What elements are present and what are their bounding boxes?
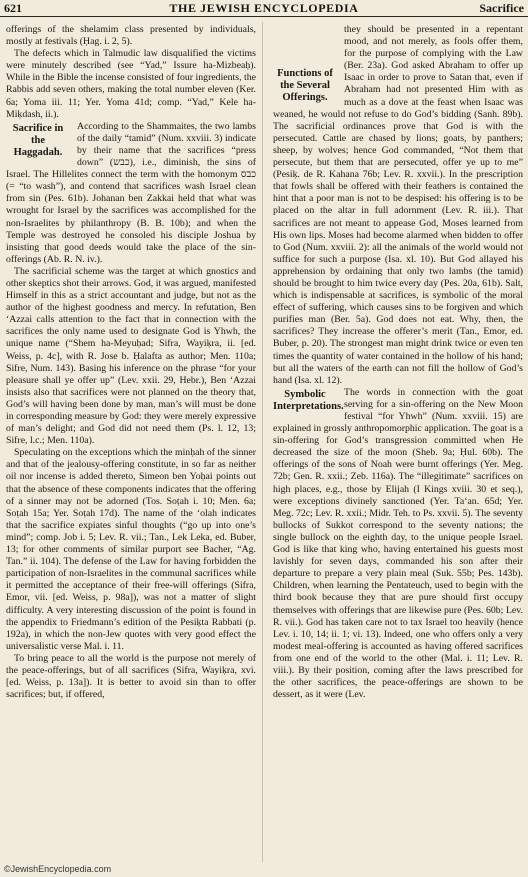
- paragraph: Speculating on the exceptions which the minḥah of the sinner and that of the jealousy-offering constitute, in so far as neither oil nor incense is added thereto, Simeon ben Yoḥai points out that the absence of these components indicates that the offering of a sinner may not be adorned (Tos. Soṭah i. 10; Men. 6a; Soṭah 15a; Yer. Soṭah 17d). The name of the ‘olah indicates that the sacrifice expiates sinful thoughts (“go up into one’s mind”; comp. Job i. 5; Lev. R. vii.; Tan., Lek Leka, ed. Buber, 13; for other comments of similar purport see Bacher, “Ag. Tan.” ii. 104). The defense of the Law for having forbidden the participation of non-Israelites in the communal sacrifices while it permitted the acceptance of their free-will offerings (Sifra, Emor, vii. [ed. Weiss, p. 98a]), was not a matter of slight difficulty. A very interesting discussion of the point is found in the appendix to Friedmann’s edition of the Pesiḳta Rabbati (p. 192a), in which the non-Jew quotes with very good effect the universalistic verse Mal. i. 11.: [6, 447, 256, 652]
- right-column: [273, 24, 523, 860]
- paragraph: The sacrificial scheme was the target at which gnostics and other skeptics shot their arrows. God, it was argued, manifested Himself in this as a strict accountant and judge, but not as the author of the highest goodness and mercy. In refutation, Ben ‘Azzai calls attention to the fact that in connection with the sacrifices the only name used to designate God is Yhwh, the unique name (“Shem ha-Meyuḥad; Sifra, Wayiḳra, ii. [ed. Weiss, p. 4c], with R. Jose b. Ḥalafta as author; Men. 110a; Sifre, Num. 143). Basing his inference on the phrase “for your pleasure shall ye offer up” (Lev. xxii. 29, Hebr.), Ben ‘Azzai insists also that sacrifices were not planned on the theory that, God’s will having been done by man, man’s will must be done in corresponding measure by God: they were merely expressive of man’s delight; and God did not need them (Ps. l. 12, 13; Sifre, l.c.; Men. 110a).: [6, 265, 256, 447]
- left-column: [6, 24, 256, 860]
- page-number: 621: [4, 1, 22, 15]
- side-heading-functions: Functions of the Several Offerings.: [277, 68, 333, 103]
- section-title: Sacrifice: [479, 1, 524, 15]
- paragraph: The words in connection with the goat serving for a sin-offering on the New Moon festival “for Yhwh” (Num. xxviii. 15) are explained in grossly anthropomorphic application. The goat is a sin-offering for God’s transgression committed when He decreased the size of the moon (Sheb. 9a; Ḥul. 60b). The offerings of the sons of Noah were burnt offerings (Yer. Meg. 72b; Gen. R. xxii.; Zeb. 116a). The “illegitimate” sacrifices on high places, e.g., those by Elijah (I Kings xviii. 30 et seq.), were exceptions divinely sanctioned (Yer. Ta‘an. 65d; Yer. Meg. 72c; Lev. R. xxii.; Midr. Teh. to Ps. xxvii. 5). The seventy bullocks of Sukkot correspond to the seventy nations; the single bullock on the eighth day, to the unique people Israel. God is like that king who, having entertained his guests most lavishly for seven days, commanded his son after their departure to prepare a very plain meal (Suk. 55b; Pes. 143b). Children, when learning the Pentateuch, used to begin with the third book because they that are pure should first occupy themselves with offerings that are likewise pure (Pes. 60b; Lev. R. vii.). God has taken care not to tax Israel too heavily (hence Lev. i. 10, 14; ii. 1; vi. 13). Indeed, one who offers only a very modest meal-offering is accounted as having offered sacrifices from one end of the world to the other (Mal. i. 11; Lev. R. viii.). By their position, coming after the laws prescribed for the other sacrifices, the peace-offerings are shown to be dessert, as it were (Lev.: [273, 386, 523, 701]
- side-heading-haggadah: Sacrifice in the Haggadah.: [12, 122, 64, 158]
- paragraph: they should be presented in a repentant mood, and not merely, as fools offer them, for the purpose of complying with the Law (Ber. 23a). God asked Abraham to offer up Isaac in order to prove to Satan that, even if Abraham had not presented Him with as much as a dove at the feast when Isaac was weaned, he would not refuse to do God’s bidding (Sanh. 89b). The sacrificial ordinances prove that God is with the persecuted. Cattle are chased by lions; goats, by panthers; sheep, by wolves; hence God commanded, “Not them that persecute, but them that are persecuted, offer ye up to me” (Pesiḳ. de R. Kahana 76b; Lev. R. xxvii.). In the prescription that fowls shall be offered with their feathers is contained the hint that a poor man is not to be despised: his offering is to be placed on the altar in full adornment (Lev. R. iii.). That sacrifices are not meant to appease God, Moses learned from His own lips. Moses had become alarmed when bidden to offer to God (Num. xxviii. 2): all the animals of the world would not suffice for such a purpose (Isa. xl. 10). But God allayed his apprehension by ordaining that only two lambs (the tamid) should be brought to him twice every day (Pes. 20a, 61b). Salt, which is indispensable at sacrifices, is symbolic of the moral effect of suffering, which causes sins to be forgiven and which purifies man (Ber. 5a). God does not eat. Why, then, the sacrifices? They increase the offerer’s merit (Tan., Emor, ed. Buber, p. 20). The strongest man might drink twice or even ten times the quantity of water contained in the hollow of his hand; but all the waters of the earth can not fill the hollow of God’s hand (Isa. xl. 12).: [273, 24, 523, 386]
- page-header: [0, 0, 528, 17]
- copyright-footer: ©JewishEncyclopedia.com: [4, 864, 112, 874]
- side-heading-symbolic: Symbolic Interpretations.: [273, 388, 344, 412]
- paragraph: To bring peace to all the world is the purpose not merely of the peace-offerings, but of all sacrifices (Sifra, Wayiḳra, xvi. [ed. Weiss, p. 13a]). It is better to avoid sin than to offer sacrifices; but, if offered,: [6, 652, 256, 701]
- paragraph: offerings of the shelamim class presented by individuals, mostly at festivals (Ḥag. i. 2, 5).: [6, 24, 256, 48]
- paragraph: According to the Shammaites, the two lambs of the daily “tamid” (Num. xxviii. 3) indicate by their name that the sacrifices “press down” (כבש), i.e., diminish, the sins of Israel. The Hillelites connect the term with the homonym כבס (= “to wash”), and contend that sacrifices wash Israel clean from sin (Pes. 61b). Johanan ben Zakkai held that what was wrought for Israel by the sacrifices was accomplished for the non-Israelites by philanthropy (B. B. 10b); and when the Temple was destroyed he consoled his disciple Joshua by insisting that good deeds would take the place of the sin-offerings (Ab. R. N. iv.).: [6, 120, 256, 265]
- paragraph: The defects which in Talmudic law disqualified the victims were minutely described (see “Yad,” Issure ha-Mizbeaḥ). While in the Bible the incense consisted of four ingredients, the Rabbis add seven others, making the total number eleven (Ker. 6a; Yoma iii. 11; Yer. Yoma 41d; comp. “Yad,” Kele ha-Miḳdash, ii.).: [6, 48, 256, 120]
- running-title: THE JEWISH ENCYCLOPEDIA: [169, 1, 359, 15]
- column-divider: [262, 22, 263, 862]
